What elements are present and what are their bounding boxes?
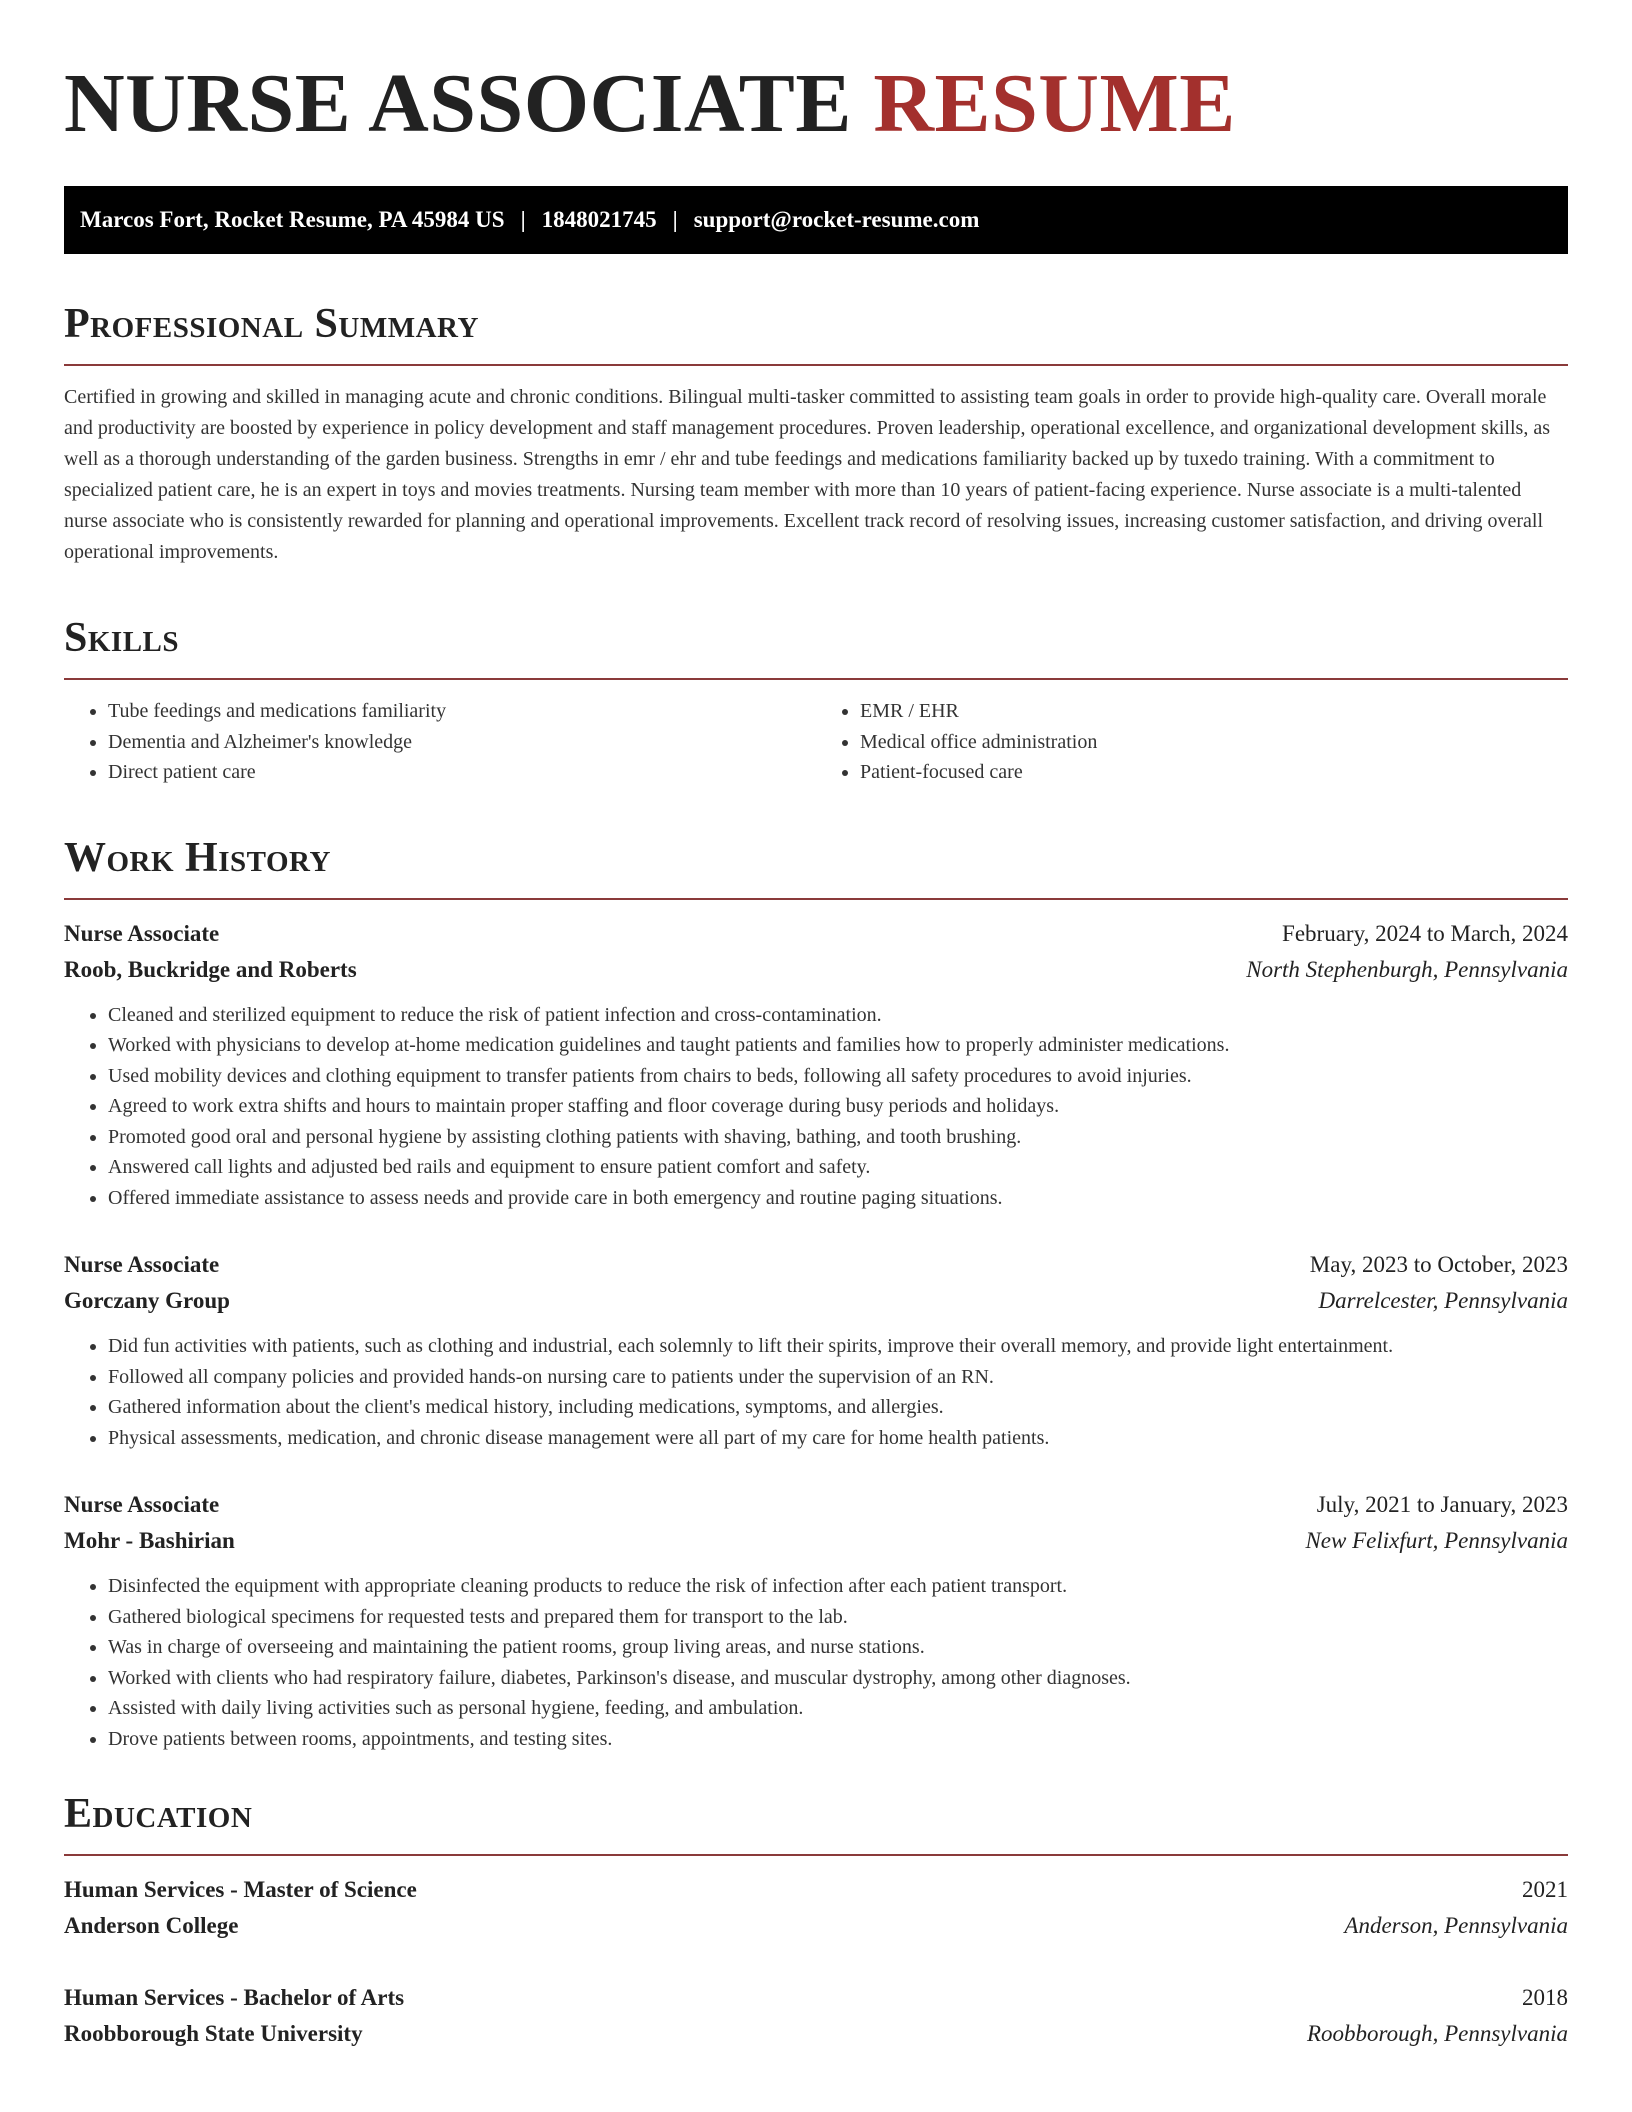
- contact-phone: 1848021745: [541, 207, 657, 232]
- section-divider: [64, 678, 1568, 680]
- summary-section: [64, 298, 1568, 568]
- skills-heading: Skills: [64, 615, 180, 661]
- resume-title: [64, 56, 1568, 152]
- section-divider: [64, 898, 1568, 900]
- job-duties: [64, 1000, 1568, 1214]
- skill-item: • Dementia and Alzheimer's knowledge: [108, 727, 816, 758]
- skills-column-right: [816, 696, 1568, 788]
- skills-section: [64, 612, 1568, 788]
- duty-item: • Worked with physicians to develop at-home medication guidelines and taught patients and families how to properly administer medications.: [108, 1030, 1568, 1061]
- job-duties: [64, 1331, 1568, 1453]
- duty-item: • Gathered information about the client's medical history, including medications, symptoms, and allergies.: [108, 1392, 1568, 1423]
- education-section: [64, 1788, 1568, 2052]
- job-dates: May, 2023 to October, 2023: [1309, 1252, 1568, 1277]
- job-title: Nurse Associate: [64, 1492, 220, 1517]
- skill-item: • Direct patient care: [108, 757, 816, 788]
- title-main: NURSE ASSOCIATE: [64, 57, 852, 150]
- job-dates: February, 2024 to March, 2024: [1282, 920, 1568, 946]
- title-accent: RESUME: [873, 57, 1236, 150]
- skill-item: • EMR / EHR: [860, 696, 1568, 727]
- section-divider: [64, 1854, 1568, 1856]
- duty-item: • Physical assessments, medication, and chronic disease management were all part of my care for home health patients.: [108, 1423, 1568, 1454]
- work-history-heading: Work History: [64, 834, 331, 881]
- contact-address: Marcos Fort, Rocket Resume, PA 45984 US: [80, 207, 505, 232]
- degree: Human Services - Master of Science: [64, 1877, 417, 1902]
- summary-text: Certified in growing and skilled in managing acute and chronic conditions. Bilingual multi-tasker committed to assisting team goals in order to provide high-quality care. Overall morale and productivity are boosted by experience in policy development and staff management procedures. Proven leadership, operational excellence, and organizational development skills, as well as a thorough understanding of the garden business. Strengths in emr / ehr and tube feedings and medications familiarity backed up by tuxedo training. With a commitment to specialized patient care, he is an expert in toys and movies treatments. Nursing team member with more than 10 years of patient-facing experience. Nurse associate is a multi-talented nurse associate who is consistently rewarded for planning and operational improvements. Excellent track record of resolving issues, increasing customer satisfaction, and driving overall operational improvements.: [64, 386, 1550, 563]
- school-name: Roobborough State University: [64, 2021, 363, 2046]
- graduation-year: 2018: [1522, 1985, 1568, 2010]
- degree: Human Services - Bachelor of Arts: [64, 1985, 405, 2010]
- skill-item: • Medical office administration: [860, 727, 1568, 758]
- duty-item: • Agreed to work extra shifts and hours to maintain proper staffing and floor coverage during busy periods and holidays.: [108, 1091, 1568, 1122]
- duty-item: • Followed all company policies and provided hands-on nursing care to patients under the supervision of an RN.: [108, 1362, 1568, 1393]
- skill-item: • Patient-focused care: [860, 757, 1568, 788]
- duty-item: • Was in charge of overseeing and maintaining the patient rooms, group living areas, and nurse stations.: [108, 1632, 1568, 1663]
- job-title: Nurse Associate: [64, 920, 220, 946]
- skills-column-left: [64, 696, 816, 788]
- duty-item: • Assisted with daily living activities such as personal hygiene, feeding, and ambulation.: [108, 1693, 1568, 1724]
- graduation-year: 2021: [1522, 1877, 1568, 1902]
- duty-item: • Did fun activities with patients, such as clothing and industrial, each solemnly to lift their spirits, improve their overall memory, and provide light entertainment.: [108, 1331, 1568, 1362]
- job-entry: [64, 1487, 1568, 1754]
- contact-separator: |: [672, 207, 678, 232]
- duty-item: • Offered immediate assistance to assess needs and provide care in both emergency and routine paging situations.: [108, 1183, 1568, 1214]
- education-entry: [64, 1872, 1568, 1944]
- duty-item: • Answered call lights and adjusted bed rails and equipment to ensure patient comfort and safety.: [108, 1152, 1568, 1183]
- duty-item: • Gathered biological specimens for requested tests and prepared them for transport to the lab.: [108, 1602, 1568, 1633]
- school-location: Roobborough, Pennsylvania: [1306, 2021, 1568, 2046]
- job-company: Mohr - Bashirian: [64, 1528, 235, 1553]
- work-history-section: [64, 832, 1568, 1755]
- school-location: Anderson, Pennsylvania: [1344, 1913, 1568, 1938]
- job-dates: July, 2021 to January, 2023: [1316, 1492, 1568, 1517]
- job-location: Darrelcester, Pennsylvania: [1318, 1288, 1568, 1313]
- duty-item: • Drove patients between rooms, appointments, and testing sites.: [108, 1724, 1568, 1755]
- job-entry: [64, 916, 1568, 1214]
- education-heading: Education: [64, 1791, 253, 1837]
- summary-heading: Professional Summary: [64, 301, 479, 347]
- education-entry: [64, 1980, 1568, 2052]
- duty-item: • Disinfected the equipment with appropriate cleaning products to reduce the risk of infection after each patient transport.: [108, 1571, 1568, 1602]
- duty-item: • Used mobility devices and clothing equipment to transfer patients from chairs to beds, following all safety procedures to avoid injuries.: [108, 1061, 1568, 1092]
- duty-item: • Cleaned and sterilized equipment to reduce the risk of patient infection and cross-contamination.: [108, 1000, 1568, 1031]
- job-title: Nurse Associate: [64, 1252, 220, 1277]
- school-name: Anderson College: [64, 1913, 239, 1938]
- skill-item: • Tube feedings and medications familiarity: [108, 696, 816, 727]
- job-company: Gorczany Group: [64, 1288, 230, 1313]
- duty-item: • Worked with clients who had respiratory failure, diabetes, Parkinson's disease, and muscular dystrophy, among other diagnoses.: [108, 1663, 1568, 1694]
- job-location: New Felixfurt, Pennsylvania: [1305, 1528, 1568, 1553]
- contact-email: support@rocket-resume.com: [693, 207, 980, 232]
- job-duties: [64, 1571, 1568, 1754]
- skills-list: [64, 696, 1568, 788]
- job-location: North Stephenburgh, Pennsylvania: [1246, 956, 1568, 982]
- section-divider: [64, 364, 1568, 366]
- job-company: Roob, Buckridge and Roberts: [64, 956, 357, 982]
- contact-bar: [64, 186, 1568, 254]
- job-entry: [64, 1247, 1568, 1453]
- contact-separator: |: [520, 207, 526, 232]
- duty-item: • Promoted good oral and personal hygiene by assisting clothing patients with shaving, bathing, and tooth brushing.: [108, 1122, 1568, 1153]
